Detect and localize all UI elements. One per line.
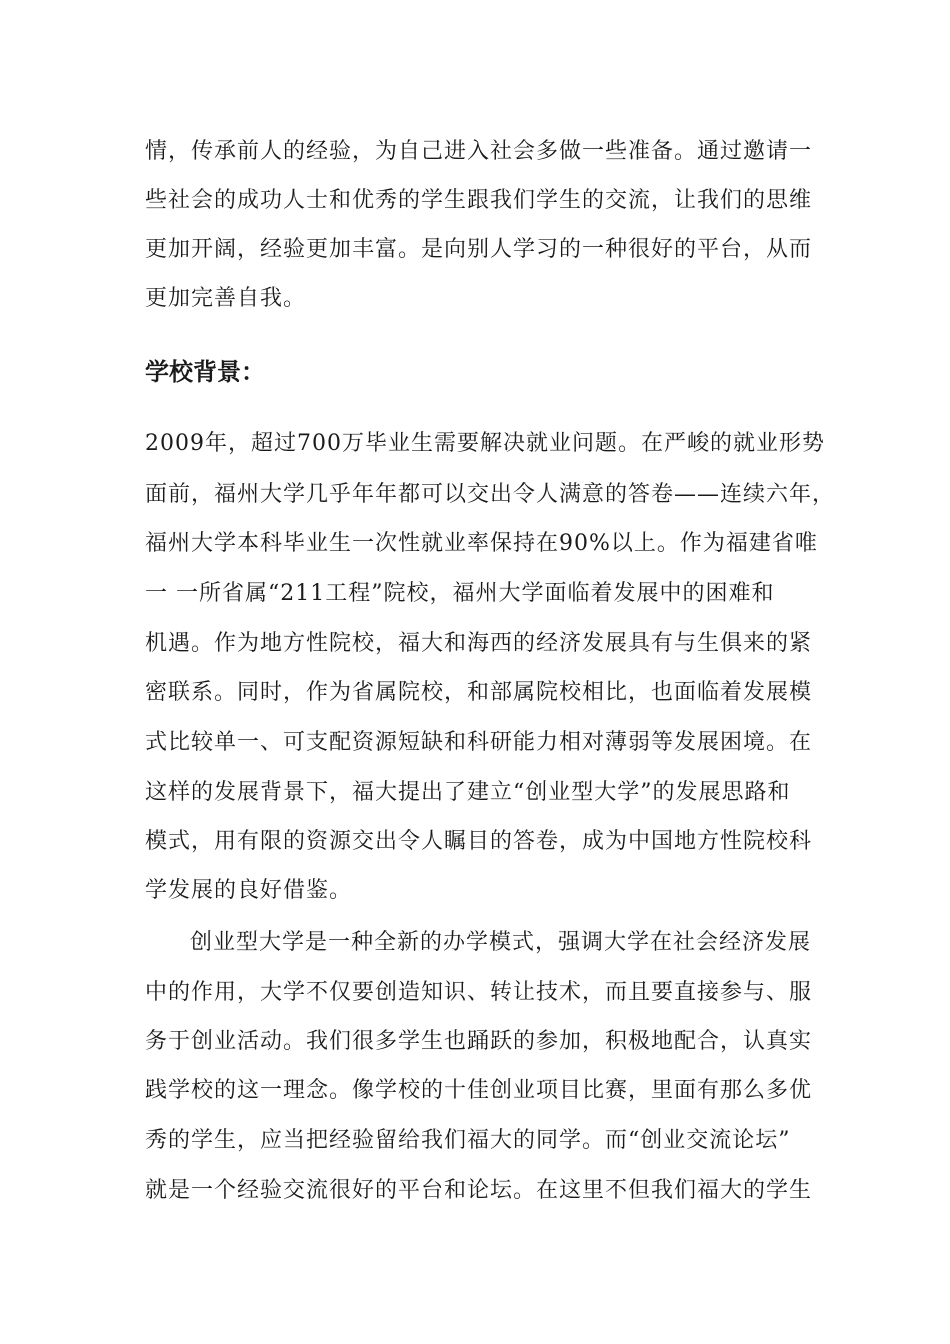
background-line-3: 福州大学本科毕业生一次性就业率保持在90%以上。作为福建省唯: [145, 531, 818, 556]
background-line-9: 模式，用有限的资源交出令人瞩目的答卷，成为中国地方性院校科: [145, 829, 813, 854]
background-line-4: 一 一所省属“211工程”院校，福州大学面临着发展中的困难和: [145, 581, 775, 606]
section-heading-school-background: 学校背景：: [145, 358, 265, 386]
entrepreneurial-line-5: 秀的学生，应当把经验留给我们福大的同学。而“创业交流论坛”: [145, 1128, 791, 1153]
intro-line-3: 更加开阔，经验更加丰富。是向别人学习的一种很好的平台，从而: [145, 237, 813, 262]
background-line-7: 式比较单一、可支配资源短缺和科研能力相对薄弱等发展困境。在: [145, 730, 813, 755]
entrepreneurial-line-4: 践学校的这一理念。像学校的十佳创业项目比赛，里面有那么多优: [145, 1078, 813, 1103]
entrepreneurial-line-3: 务于创业活动。我们很多学生也踊跃的参加，积极地配合，认真实: [145, 1029, 813, 1054]
intro-line-4: 更加完善自我。: [145, 286, 307, 311]
background-line-10: 学发展的良好借鉴。: [145, 878, 353, 903]
intro-line-1: 情，传承前人的经验，为自己进入社会多做一些准备。通过邀请一: [145, 139, 813, 164]
background-line-1: 2009年，超过700万毕业生需要解决就业问题。在严峻的就业形势: [145, 431, 825, 456]
intro-line-2: 些社会的成功人士和优秀的学生跟我们学生的交流，让我们的思维: [145, 188, 813, 213]
entrepreneurial-line-2: 中的作用，大学不仅要创造知识、转让技术，而且要直接参与、服: [145, 980, 813, 1005]
background-line-2: 面前，福州大学几乎年年都可以交出令人满意的答卷——连续六年，: [145, 482, 836, 507]
entrepreneurial-line-1: 创业型大学是一种全新的办学模式，强调大学在社会经济发展: [190, 930, 812, 955]
background-line-6: 密联系。同时，作为省属院校，和部属院校相比，也面临着发展模: [145, 680, 813, 705]
background-line-5: 机遇。作为地方性院校，福大和海西的经济发展具有与生俱来的紧: [145, 631, 813, 656]
entrepreneurial-line-6: 就是一个经验交流很好的平台和论坛。在这里不但我们福大的学生: [145, 1178, 813, 1203]
background-line-8: 这样的发展背景下，福大提出了建立“创业型大学”的发展思路和: [145, 780, 791, 805]
